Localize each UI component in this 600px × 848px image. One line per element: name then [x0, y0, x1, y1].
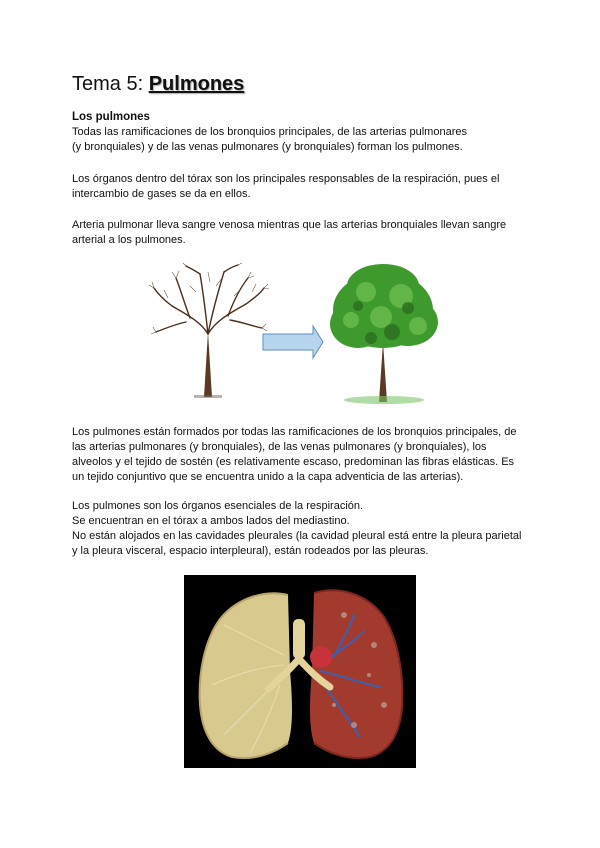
paragraph-2 [72, 172, 542, 202]
leafy-tree-illustration [330, 264, 438, 404]
paragraph-line: No están alojados en las cavidades pleurales (la cavidad pleural está entre la pleura parietal [72, 530, 522, 542]
paragraph-line: un tejido conjuntivo que se encuentra unido a la capa adventicia de las arterias). [72, 471, 464, 483]
paragraph-line: (y bronquiales) y de las venas pulmonares (y bronquiales) forman los pulmones. [72, 141, 463, 153]
paragraph-line: intercambio de gases se da en ellos. [72, 188, 251, 200]
paragraph-1 [72, 125, 542, 155]
heart-vessel-cast [310, 646, 332, 668]
paragraph-line: alveolos y el tejido de sostén (es relativamente escaso, predominan las fibras elásticas. Es [72, 456, 515, 468]
paragraph-4 [72, 425, 542, 485]
paragraph-line: Arteria pulmonar lleva sangre venosa mientras que las arterias bronquiales llevan sangre [72, 219, 507, 231]
lung-cast-photo [184, 575, 416, 768]
title-main: Pulmones [148, 73, 245, 95]
bare-tree-illustration [149, 263, 269, 398]
paragraph-line: Se encuentran en el tórax a ambos lados del mediastino. [72, 515, 350, 527]
page-title [72, 72, 244, 96]
paragraph-line: Todas las ramificaciones de los bronquios principales, de las arterias pulmonares [72, 126, 467, 138]
title-prefix: Tema 5: [72, 73, 149, 95]
paragraph-line: Los órganos dentro del tórax son los principales responsables de la respiración, pues el [72, 173, 500, 185]
paragraph-line: Los pulmones son los órganos esenciales de la respiración. [72, 500, 364, 512]
section-heading: Los pulmones [72, 111, 150, 123]
tree-analogy-figure [146, 262, 466, 408]
paragraph-3 [72, 218, 542, 248]
paragraph-5 [72, 499, 542, 559]
arrow-icon [263, 326, 323, 358]
paragraph-line: arterial a los pulmones. [72, 234, 186, 246]
paragraph-line: las arterias pulmonares (y bronquiales), de las venas pulmonares (y bronquiales), los [72, 441, 487, 453]
paragraph-line: y la pleura visceral, espacio interpleural), están rodeados por las pleuras. [72, 545, 429, 557]
paragraph-line: Los pulmones están formados por todas las ramificaciones de los bronquios principales, de [72, 426, 517, 438]
